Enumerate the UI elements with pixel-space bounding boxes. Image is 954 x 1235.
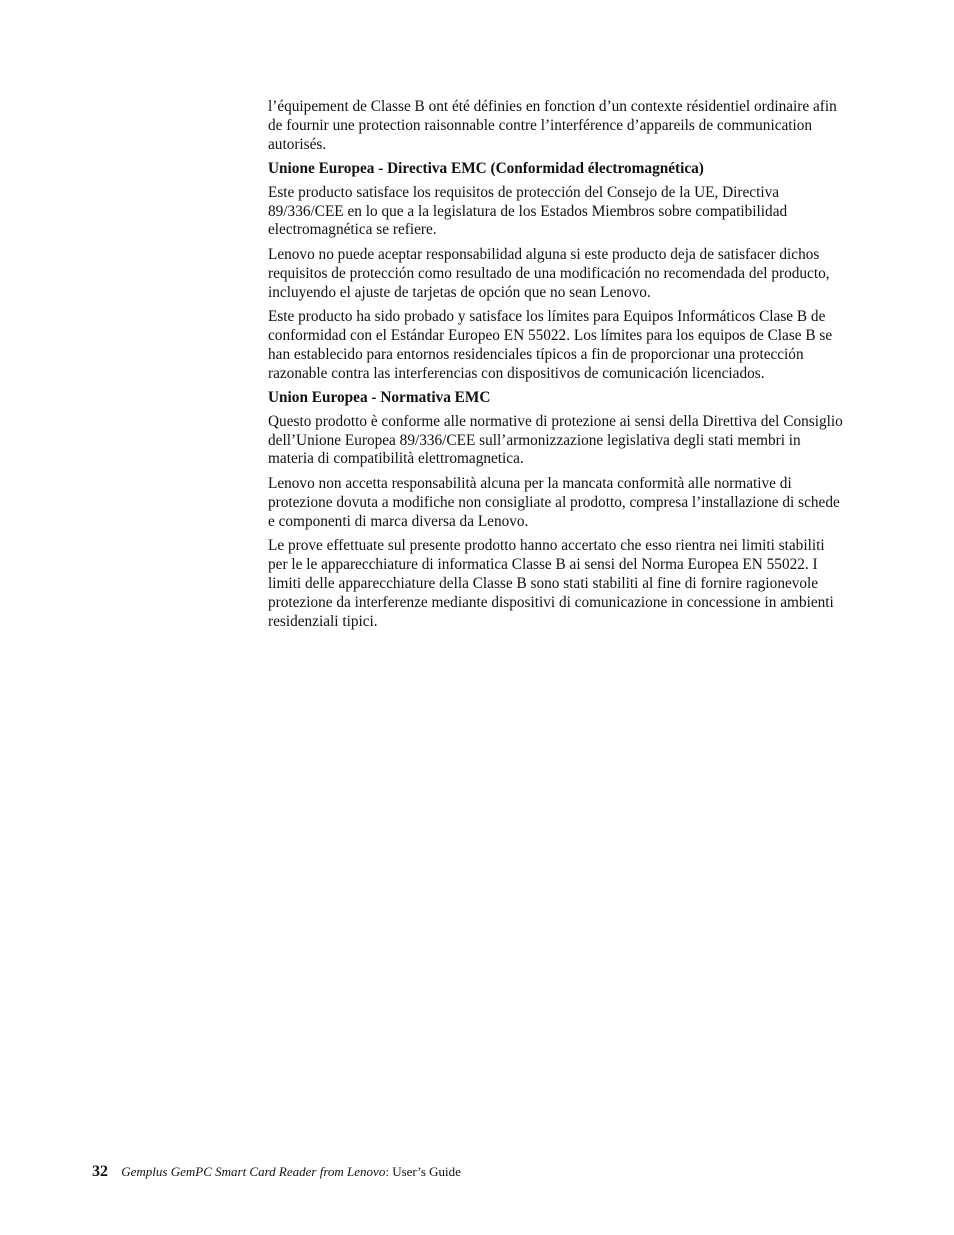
paragraph-spanish-1: Este producto satisface los requisitos de protección del Consejo de la UE, Directiva 89/336/CEE en lo que a la legislatura de los Estados Miembros sobre compatibilidad electromagnética se refiere. [268,183,788,239]
book-title: Gemplus GemPC Smart Card Reader from Lenovo [121,1164,386,1179]
main-content [268,98,846,637]
paragraph-italian-2: Lenovo non accetta responsabilità alcuna per la mancata conformità alle normative di protezione dovuta a modifiche non consigliate al prodotto, compresa l’installazione di schede e componenti di marca diversa da Lenovo. [268,474,840,530]
book-title-suffix: : User’s Guide [385,1164,461,1179]
page-footer [92,1162,461,1182]
paragraph-italian-3: Le prove effettuate sul presente prodotto hanno accertato che esso rientra nei limiti stabiliti per le le apparecchiature di informatica Classe B ai sensi del Norma Europea EN 55022. I limiti delle apparecchiature della Classe B sono stati stabiliti al fine di fornire ragionevole protezione da interferenze mediante dispositivi di comunicazione in concessione in ambienti residenziali tipici. [268,537,834,630]
paragraph-spanish-2: Lenovo no puede aceptar responsabilidad alguna si este producto deja de satisfacer dichos requisitos de protección como resultado de una modificación no recomendada del producto, incluyendo el ajuste de tarjetas de opción que no sean Lenovo. [268,245,830,301]
heading-eu-italian: Union Europea - Normativa EMC [268,389,491,407]
paragraph-french-continuation: l’équipement de Classe B ont été définies en fonction d’un contexte résidentiel ordinaire afin de fournir une protection raisonnable contre l’interférence d’appareils de communication autorisés. [268,98,837,153]
heading-eu-spanish: Unione Europea - Directiva EMC (Conformidad électromagnética) [268,160,704,178]
page-number: 32 [92,1163,108,1180]
paragraph-spanish-3: Este producto ha sido probado y satisface los límites para Equipos Informáticos Clase B de conformidad con el Estándar Europeo EN 55022. Los límites para los equipos de Clase B se han establecido para entornos residenciales típicos a fin de proporcionar una protección razonable contra las interferencias con dispositivos de comunicación licenciados. [268,308,833,382]
paragraph-italian-1: Questo prodotto è conforme alle normative di protezione ai sensi della Direttiva del Consiglio dell’Unione Europea 89/336/CEE sull’armonizzazione legislativa degli stati membri in materia di compatibilità elettromagnetica. [268,412,843,468]
